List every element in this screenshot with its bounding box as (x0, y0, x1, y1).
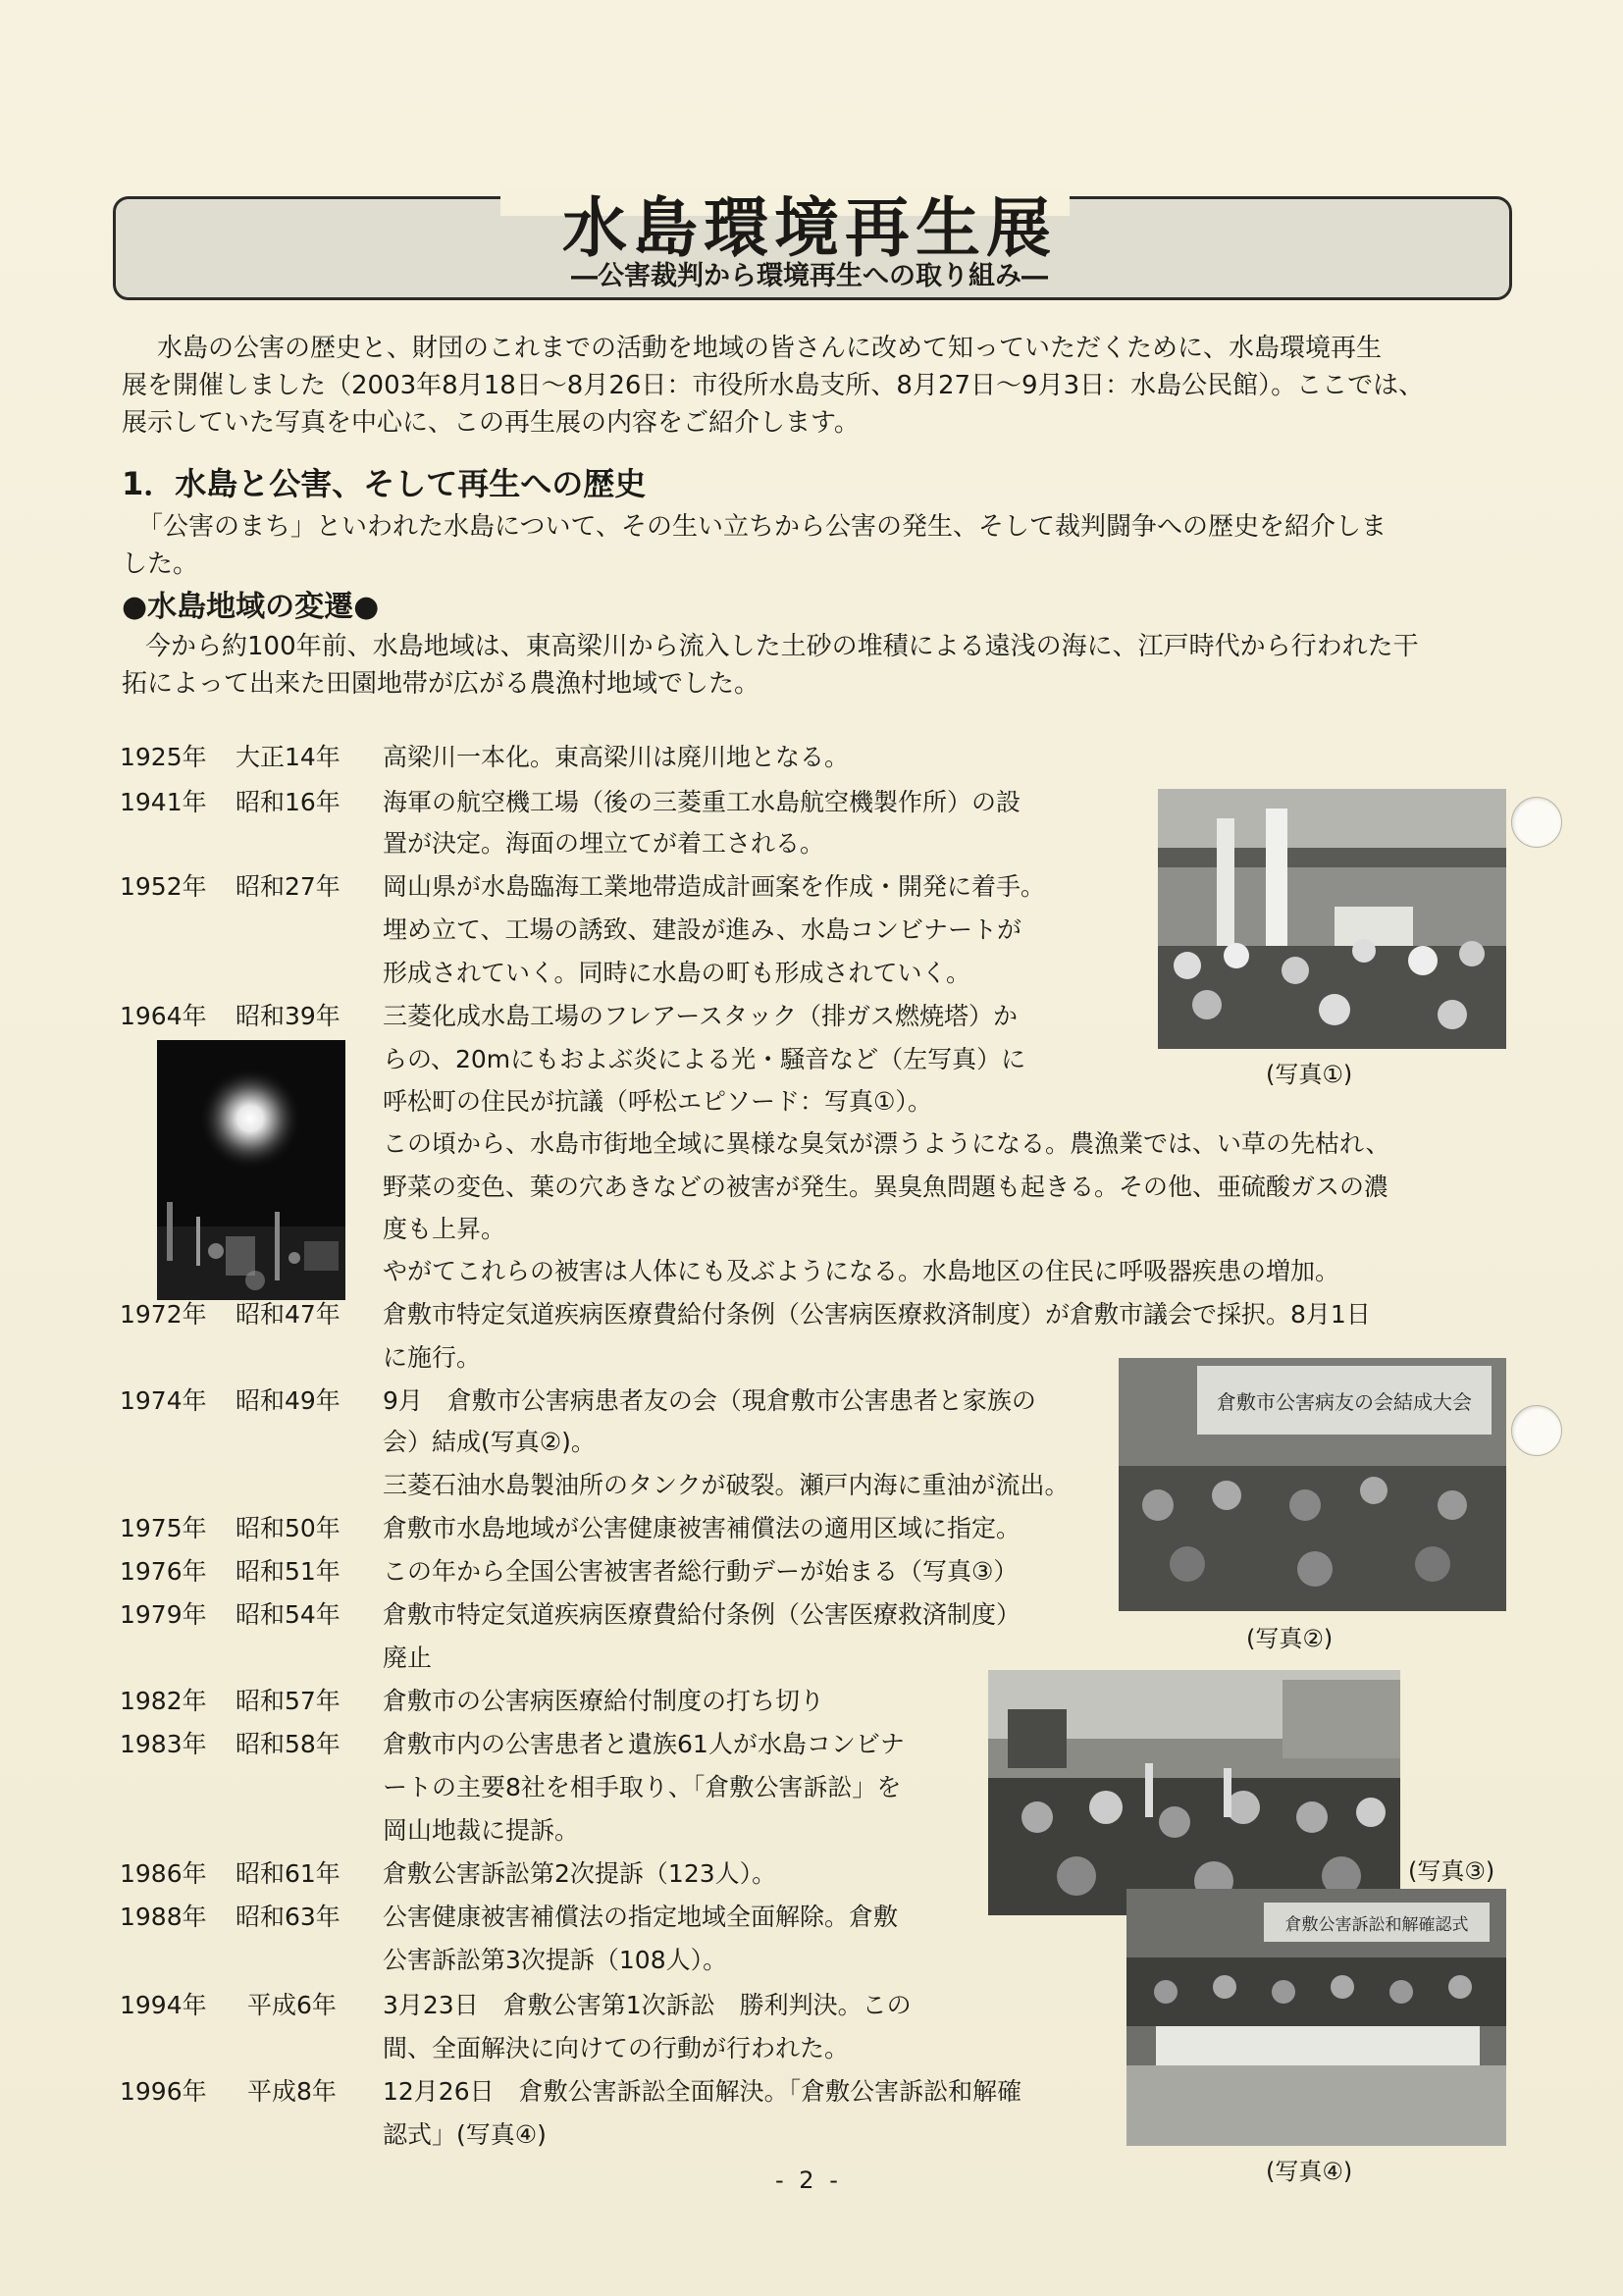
section-heading: 1．水島と公害、そして再生への歴史 (122, 465, 647, 502)
timeline-event: に施行。 (383, 1343, 482, 1372)
timeline-event: 12月26日 倉敷公害訴訟全面解決。「倉敷公害訴訟和解確 (383, 2077, 1022, 2106)
timeline-event: 倉敷市の公害病医療給付制度の打ち切り (383, 1687, 825, 1715)
photo-4-caption: (写真④) (1266, 2158, 1353, 2185)
flare-stack-night-photo (157, 1040, 345, 1300)
timeline-era: 昭和47年 (236, 1300, 340, 1329)
timeline-year: 1975年 (120, 1514, 207, 1542)
photo-3-action-day-march (988, 1670, 1400, 1915)
subsection-text: 拓によって出来た田園地帯が広がる農漁村地域でした。 (122, 669, 760, 699)
timeline-event: 公害健康被害補償法の指定地域全面解除。倉敷 (383, 1903, 899, 1931)
timeline-event: やがてこれらの被害は人体にも及ぶようになる。水島地区の住民に呼吸器疾患の増加。 (383, 1257, 1340, 1285)
timeline-year: 1986年 (120, 1859, 207, 1888)
timeline-event: らの、20mにもおよぶ炎による光・騒音など（左写真）に (383, 1045, 1026, 1073)
section-text: した。 (122, 549, 199, 579)
subsection-text: 今から約100年前、水島地域は、東高梁川から流入した土砂の堆積による遠浅の海に、江戸時代から行われた干 (145, 632, 1419, 661)
timeline-era: 大正14年 (236, 743, 340, 771)
binder-hole (1511, 797, 1562, 848)
timeline-era: 昭和54年 (236, 1600, 340, 1629)
timeline-era: 平成8年 (247, 2077, 337, 2106)
timeline-era: 昭和16年 (236, 788, 340, 816)
photo-2-founding-meeting (1119, 1358, 1506, 1611)
timeline-year: 1974年 (120, 1386, 207, 1415)
timeline-event: 会）結成(写真②)。 (383, 1428, 596, 1456)
timeline-event: 岡山地裁に提訴。 (383, 1816, 580, 1845)
timeline-event: 3月23日 倉敷公害第1次訴訟 勝利判決。この (383, 1991, 912, 2019)
timeline-era: 昭和39年 (236, 1002, 340, 1030)
timeline-event: 9月 倉敷市公害病患者友の会（現倉敷市公害患者と家族の (383, 1386, 1036, 1415)
timeline-event: 倉敷市内の公害患者と遺族61人が水島コンビナ (383, 1730, 905, 1758)
page-number: - 2 - (775, 2166, 842, 2194)
timeline-era: 昭和51年 (236, 1557, 340, 1586)
timeline-event: 倉敷市特定気道疾病医療費給付条例（公害病医療救済制度）が倉敷市議会で採択。8月1日 (383, 1300, 1371, 1329)
photo-2-banner: 倉敷市公害病友の会結成大会 (1217, 1390, 1472, 1414)
subsection-heading: ●水島地域の変遷● (122, 590, 380, 624)
timeline-year: 1979年 (120, 1600, 207, 1629)
timeline-event: 倉敷市水島地域が公害健康被害補償法の適用区域に指定。 (383, 1514, 1021, 1542)
timeline-event: 三菱化成水島工場のフレアースタック（排ガス燃焼塔）か (383, 1002, 1019, 1030)
timeline-event: 形成されていく。同時に水島の町も形成されていく。 (383, 959, 971, 987)
photo-3-caption: (写真③) (1408, 1857, 1495, 1885)
timeline-event: 三菱石油水島製油所のタンクが破裂。瀬戸内海に重油が流出。 (383, 1471, 1070, 1499)
timeline-event: 倉敷公害訴訟第2次提訴（123人）。 (383, 1859, 777, 1888)
timeline-event: 廃止 (383, 1644, 433, 1672)
timeline-year: 1964年 (120, 1002, 207, 1030)
timeline-event: 岡山県が水島臨海工業地帯造成計画案を作成・開発に着手。 (383, 872, 1046, 901)
intro-line: 展示していた写真を中心に、この再生展の内容をご紹介します。 (122, 408, 860, 438)
timeline-event: 高梁川一本化。東高梁川は廃川地となる。 (383, 743, 850, 771)
binder-hole (1511, 1405, 1562, 1456)
timeline-event: 呼松町の住民が抗議（呼松エピソード：写真①）。 (383, 1087, 932, 1116)
timeline-year: 1988年 (120, 1903, 207, 1931)
timeline-event: 度も上昇。 (383, 1215, 506, 1243)
timeline-event: 間、全面解決に向けての行動が行われた。 (383, 2034, 850, 2062)
timeline-year: 1925年 (120, 743, 207, 771)
timeline-event: 置が決定。海面の埋立てが着工される。 (383, 829, 825, 858)
timeline-era: 昭和58年 (236, 1730, 340, 1758)
timeline-event: この頃から、水島市街地全域に異様な臭気が漂うようになる。農漁業では、い草の先枯れ、 (383, 1129, 1390, 1158)
timeline-event: 公害訴訟第3次提訴（108人）。 (383, 1946, 728, 1974)
timeline-event: 認式」(写真④) (383, 2120, 547, 2149)
page-title: 水島環境再生展 (562, 190, 1057, 266)
timeline-event: 倉敷市特定気道疾病医療費給付条例（公害医療救済制度） (383, 1600, 1021, 1629)
timeline-era: 昭和57年 (236, 1687, 340, 1715)
timeline-year: 1941年 (120, 788, 207, 816)
photo-2-caption: (写真②) (1246, 1625, 1334, 1652)
timeline-year: 1952年 (120, 872, 207, 901)
photo-4-settlement-ceremony (1126, 1889, 1506, 2146)
timeline-era: 昭和61年 (236, 1859, 340, 1888)
timeline-era: 平成6年 (247, 1991, 337, 2019)
page-subtitle: ―公害裁判から環境再生への取り組み― (571, 261, 1048, 291)
timeline-year: 1982年 (120, 1687, 207, 1715)
timeline-event: 埋め立て、工場の誘致、建設が進み、水島コンビナートが (383, 915, 1022, 944)
photo-1-protest-rally (1158, 789, 1506, 1049)
timeline-event: 野菜の変色、葉の穴あきなどの被害が発生。異臭魚問題も起きる。その他、亜硫酸ガスの濃 (383, 1173, 1389, 1201)
timeline-era: 昭和49年 (236, 1386, 340, 1415)
timeline-year: 1976年 (120, 1557, 207, 1586)
timeline-year: 1972年 (120, 1300, 207, 1329)
timeline-era: 昭和50年 (236, 1514, 340, 1542)
photo-1-caption: (写真①) (1266, 1061, 1353, 1088)
timeline-era: 昭和63年 (236, 1903, 340, 1931)
timeline-year: 1994年 (120, 1991, 207, 2019)
intro-line: 展を開催しました（2003年8月18日～8月26日：市役所水島支所、8月27日～9月3日：水島公民館）。ここでは、 (122, 371, 1425, 400)
timeline-era: 昭和27年 (236, 872, 340, 901)
intro-line: 水島の公害の歴史と、財団のこれまでの活動を地域の皆さんに改めて知っていただくために、水島環境再生 (157, 334, 1383, 363)
timeline-year: 1983年 (120, 1730, 207, 1758)
timeline-event: この年から全国公害被害者総行動デーが始まる（写真③） (383, 1557, 1019, 1586)
section-text: 「公害のまち」といわれた水島について、その生い立ちから公害の発生、そして裁判闘争への歴史を紹介しま (137, 512, 1387, 542)
timeline-year: 1996年 (120, 2077, 207, 2106)
timeline-event: 海軍の航空機工場（後の三菱重工水島航空機製作所）の設 (383, 788, 1021, 816)
photo-4-banner: 倉敷公害訴訟和解確認式 (1284, 1915, 1469, 1935)
timeline-event: ートの主要8社を相手取り、「倉敷公害訴訟」を (383, 1773, 902, 1801)
